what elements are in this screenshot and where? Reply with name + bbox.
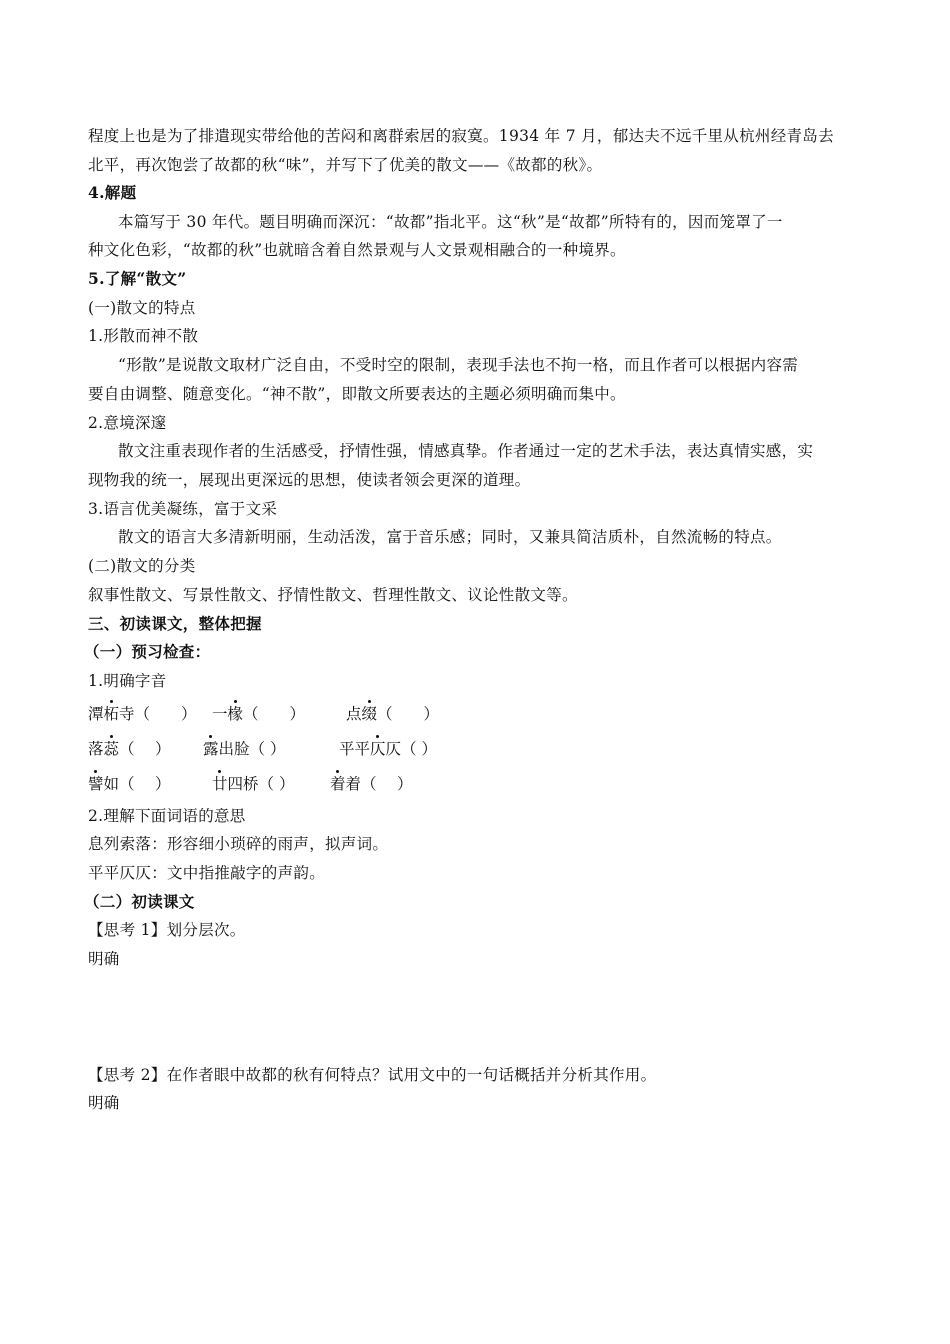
dotted-char: 廿 (212, 775, 228, 793)
pinyin-suffix: （ ） (119, 740, 171, 758)
subheading-features: (一)散文的特点 (88, 299, 196, 317)
prose-types-list: 叙事性散文、写景性散文、抒情性散文、哲理性散文、议论性散文等。 (88, 586, 578, 604)
dotted-char: 仄 (370, 740, 386, 758)
feature-2-para-line-1: 散文注重表现作者的生活感受，抒情性强，情感真挚。作者通过一定的艺术手法，表达真情实感，实 (118, 442, 814, 460)
answer-label-1: 明确 (88, 950, 120, 968)
pinyin-suffix: 四桥（ ） (227, 775, 295, 793)
section-5-heading: 5.了解“散文” (88, 269, 187, 288)
pinyin-prefix: 潭 (88, 705, 104, 723)
word-definition-2: 平平仄仄：文中指推敲字的声韵。 (88, 864, 326, 882)
pinyin-suffix: 仄（ ） (385, 740, 437, 758)
intro-line-1: 程度上也是为了排遣现实带给他的苦闷和离群索居的寂寞。1934 年 7 月，郁达夫不远千里从杭州经青岛去 (88, 127, 834, 145)
section-4-para-line-1: 本篇写于 30 年代。题目明确而深沉：“故都”指北平。这“秋”是“故都”所特有的，因而笼罩了一 (118, 213, 783, 231)
pinyin-prefix: 平平 (339, 740, 371, 758)
feature-3-para-line-1: 散文的语言大多清新明丽，生动活泼，富于音乐感；同时，又兼具简洁质朴，自然流畅的特点。 (118, 528, 782, 546)
question-1-title: 1.明确字音 (88, 672, 167, 690)
dotted-char: 椽 (227, 705, 244, 723)
subheading-first-reading: （二）初读课文 (84, 892, 195, 911)
pinyin-item (88, 704, 197, 724)
pinyin-prefix: 落 (88, 740, 104, 758)
dotted-char: 露 (203, 740, 219, 758)
dotted-char: 柘 (103, 705, 120, 723)
pinyin-item (212, 774, 294, 794)
feature-1-title: 1.形散而神不散 (88, 327, 199, 345)
pinyin-suffix: 着（ ） (345, 775, 413, 793)
answer-label-2: 明确 (88, 1094, 120, 1112)
pinyin-suffix: 寺（ ） (119, 705, 197, 723)
pinyin-suffix: （ ） (243, 705, 306, 723)
feature-1-para-line-2: 要自由调整、随意变化。“神不散”，即散文所要表达的主题必须明确而集中。 (88, 385, 626, 403)
feature-3-title: 3.语言优美凝练，富于文采 (88, 500, 278, 518)
section-4-para-line-2: 种文化色彩，“故都的秋”也就暗含着自然景观与人文景观相融合的一种境界。 (88, 241, 626, 259)
pinyin-item (88, 739, 170, 759)
subheading-classification: (二)散文的分类 (88, 557, 196, 575)
subheading-preview-check: （一）预习检查： (84, 642, 211, 661)
pinyin-item (339, 739, 437, 759)
intro-line-2: 北平，再次饱尝了故都的秋“味”，并写下了优美的散文——《故都的秋》。 (88, 156, 603, 174)
feature-2-title: 2.意境深邃 (88, 414, 167, 432)
dotted-char: 蕊 (103, 740, 120, 758)
pinyin-suffix: 出脸（ ） (218, 740, 286, 758)
pinyin-prefix: 点 (346, 705, 362, 723)
pinyin-item (346, 704, 439, 724)
dotted-char: 着 (330, 775, 346, 793)
dotted-char: 缀 (361, 705, 378, 723)
feature-1-para-line-1: “形散”是说散文取材广泛自由，不受时空的限制，表现手法也不拘一格，而且作者可以根据内容需 (118, 356, 799, 374)
pinyin-item (212, 704, 305, 724)
think-question-1: 【思考 1】划分层次。 (88, 921, 246, 939)
question-2-title: 2.理解下面词语的意思 (88, 807, 246, 825)
pinyin-item (203, 739, 285, 759)
pinyin-suffix: （ ） (377, 705, 440, 723)
word-definition-1: 息列索落：形容细小琐碎的雨声，拟声词。 (88, 835, 389, 853)
pinyin-suffix: 如（ ） (103, 775, 171, 793)
dotted-char: 譬 (88, 775, 104, 793)
pinyin-prefix: 一 (212, 705, 228, 723)
section-3-heading: 三、初读课文，整体把握 (88, 614, 262, 633)
section-4-heading: 4.解题 (88, 183, 137, 202)
pinyin-item (330, 774, 412, 794)
pinyin-item (88, 774, 170, 794)
think-question-2: 【思考 2】在作者眼中故都的秋有何特点？试用文中的一句话概括并分析其作用。 (88, 1066, 657, 1084)
feature-2-para-line-2: 现物我的统一，展现出更深远的思想，使读者领会更深的道理。 (88, 471, 531, 489)
